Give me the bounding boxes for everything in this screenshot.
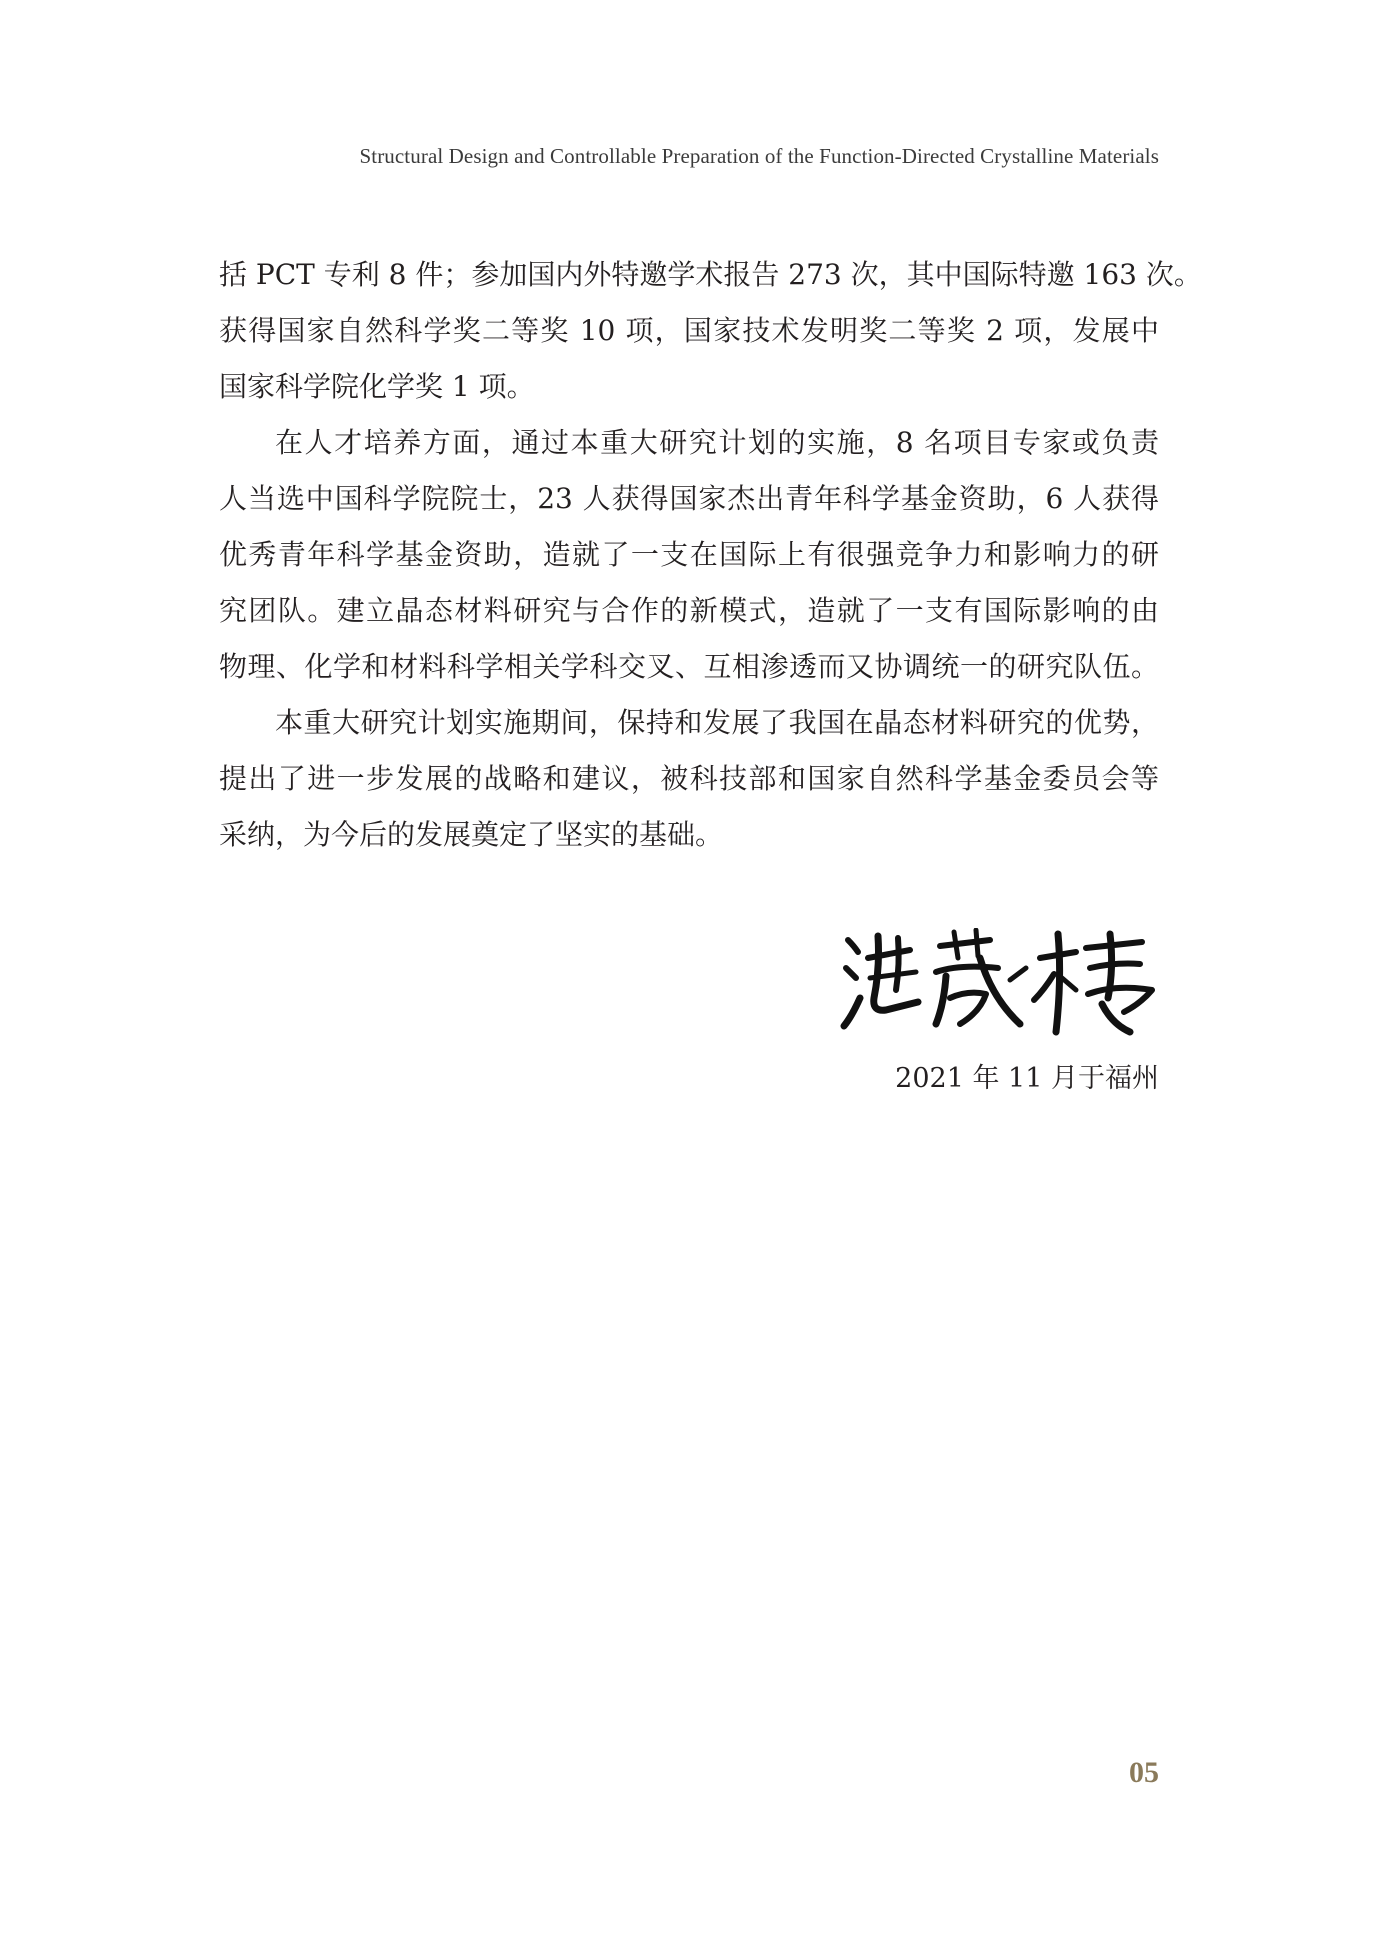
page-number: 05 bbox=[1129, 1756, 1159, 1789]
date-place: 2021 年 11 月于福州 bbox=[895, 1063, 1159, 1094]
running-header: Structural Design and Controllable Preparation of the Function-Directed Crystalline Materials bbox=[359, 144, 1159, 168]
paragraph-line: 究团队。建立晶态材料研究与合作的新模式，造就了一支有国际影响的由 bbox=[219, 594, 1159, 627]
paragraph-line: 在人才培养方面，通过本重大研究计划的实施，8 名项目专家或负责 bbox=[275, 426, 1159, 459]
paragraph-line: 优秀青年科学基金资助，造就了一支在国际上有很强竞争力和影响力的研 bbox=[219, 538, 1159, 571]
paragraph-line: 国家科学院化学奖 1 项。 bbox=[219, 370, 535, 403]
body-text bbox=[219, 247, 1202, 863]
paragraph-line: 人当选中国科学院院士，23 人获得国家杰出青年科学基金资助，6 人获得 bbox=[219, 482, 1159, 515]
paragraph-line: 物理、化学和材料科学相关学科交叉、互相渗透而又协调统一的研究队伍。 bbox=[219, 650, 1159, 683]
paragraph-line: 括 PCT 专利 8 件；参加国内外特邀学术报告 273 次，其中国际特邀 163 次。 bbox=[219, 258, 1202, 291]
paragraph-line: 采纳，为今后的发展奠定了坚实的基础。 bbox=[219, 818, 724, 851]
paragraph-line: 本重大研究计划实施期间，保持和发展了我国在晶态材料研究的优势， bbox=[275, 706, 1159, 739]
paragraph-line: 获得国家自然科学奖二等奖 10 项，国家技术发明奖二等奖 2 项，发展中 bbox=[219, 314, 1159, 347]
handwritten-signature bbox=[840, 928, 1160, 1038]
paragraph-line: 提出了进一步发展的战略和建议，被科技部和国家自然科学基金委员会等 bbox=[219, 762, 1159, 795]
